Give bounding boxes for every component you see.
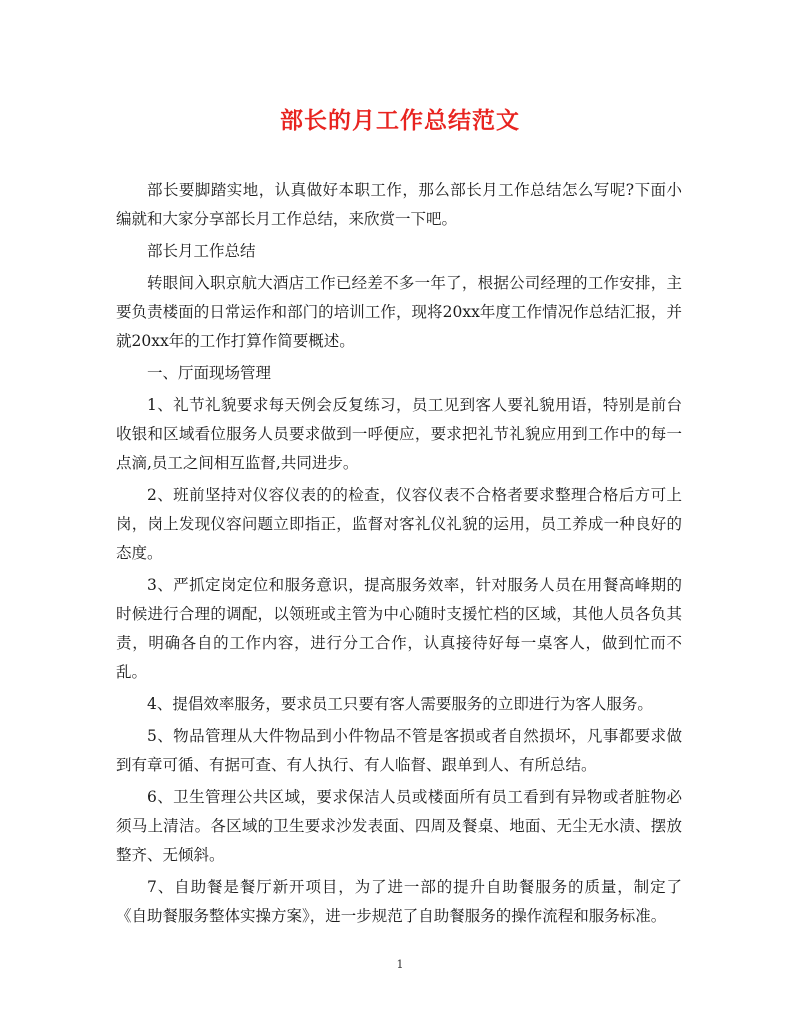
document-title: 部长的月工作总结范文 [280, 107, 520, 134]
document-body [116, 176, 682, 934]
list-item: 5、物品管理从大件物品到小件物品不管是客损或者自然损坏，凡事都要求做到有章可循、有据可查、有人执行、有人临督、跟单到人、有所总结。 [116, 727, 682, 774]
section-heading: 部长月工作总结 [147, 242, 256, 260]
body-paragraph: 转眼间入职京航大酒店工作已经差不多一年了，根据公司经理的工作安排，主要负责楼面的日常运作和部门的培训工作，现将20xx年度工作情况作总结汇报，并就20xx年的工作打算作简要概述。 [116, 274, 682, 350]
intro-paragraph: 部长要脚踏实地，认真做好本职工作，那么部长月工作总结怎么写呢?下面小编就和大家分享部长月工作总结，来欣赏一下吧。 [116, 181, 682, 228]
list-item: 3、严抓定岗定位和服务意识，提高服务效率，针对服务人员在用餐高峰期的时候进行合理的调配，以领班或主管为中心随时支援忙档的区域，其他人员各负其责，明确各自的工作内容，进行分工合作，认真接待好每一桌客人，做到忙而不乱。 [116, 576, 682, 681]
list-item: 7、自助餐是餐厅新开项目，为了进一部的提升自助餐服务的质量，制定了《自助餐服务整体实操方案》，进一步规范了自助餐服务的操作流程和服务标准。 [116, 878, 682, 925]
subsection-heading: 一、厅面现场管理 [147, 364, 272, 382]
list-item: 4、提倡效率服务，要求员工只要有客人需要服务的立即进行为客人服务。 [147, 695, 653, 713]
list-item: 2、班前坚持对仪容仪表的的检查，仪容仪表不合格者要求整理合格后方可上岗，岗上发现仪容问题立即指正，监督对客礼仪礼貌的运用，员工养成一种良好的态度。 [116, 486, 682, 562]
list-item: 6、卫生管理公共区域，要求保洁人员或楼面所有员工看到有异物或者脏物必须马上清洁。各区域的卫生要求沙发表面、四周及餐桌、地面、无尘无水渍、摆放整齐、无倾斜。 [116, 788, 682, 864]
list-item: 1、礼节礼貌要求每天例会反复练习，员工见到客人要礼貌用语，特别是前台收银和区域看位服务人员要求做到一呼便应，要求把礼节礼貌应用到工作中的每一点滴,员工之间相互监督,共同进步。 [116, 396, 682, 472]
page-number: 1 [396, 958, 404, 971]
